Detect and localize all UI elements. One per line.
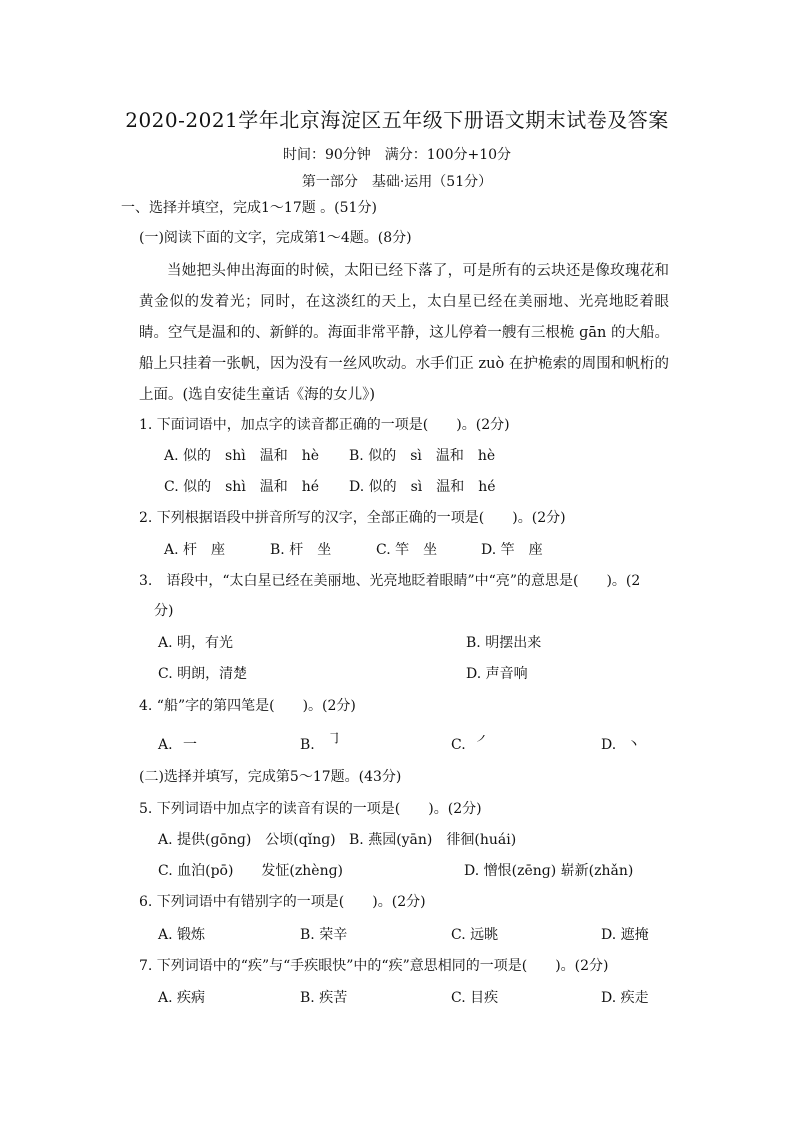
question-7-option-a[interactable]: A. 疾病 [158, 990, 206, 1006]
question-3-stem-continued: 分) [154, 603, 174, 619]
question-1-option-b[interactable]: B. 似的 sì 温和 hè [349, 448, 496, 464]
question-5-option-d[interactable]: D. 憎恨(zēnɡ) 崭新(zhǎn) [464, 863, 634, 879]
question-5-option-a[interactable]: A. 提供(ɡōnɡ) 公顷(qǐnɡ) [158, 832, 336, 848]
option-c-label: C. [451, 737, 466, 753]
option-a-label: A. [158, 737, 173, 753]
reading-passage: 当她把头伸出海面的时候，太阳已经下落了，可是所有的云块还是像玫瑰花和黄金似的发着光；同时，在这淡红的天上，太白星已经在美丽地、光亮地眨着眼睛。空气是温和的、新鲜的。海面非常平静，这儿停着一艘有三根桅 ɡān 的大船。船上只挂着一张帆，因为没有一丝风吹动。水手们正 zuò 在护桅索的周围和帆桁的上面。(选自安徒生童话《海的女儿》) [139, 263, 669, 403]
question-3-option-a[interactable]: A. 明，有光 [158, 635, 234, 651]
stroke-dian-glyph: 丶 [626, 737, 641, 753]
exam-time-score: 时间：90分钟 满分：100分+10分 [282, 147, 512, 163]
question-3-option-c[interactable]: C. 明朗，清楚 [158, 666, 248, 682]
question-3-option-d[interactable]: D. 声音响 [466, 666, 528, 682]
question-1-stem: 1. 下面词语中，加点字的读音都正确的一项是( )。(2分) [139, 417, 510, 433]
question-6-option-a[interactable]: A. 锻炼 [158, 927, 206, 943]
stroke-heng-glyph: 一 [183, 737, 198, 753]
question-4-option-d[interactable] [601, 735, 641, 755]
question-4-option-b[interactable] [300, 731, 342, 755]
option-d-label: D. [601, 737, 617, 753]
question-2-option-d[interactable]: D. 竿 座 [481, 542, 543, 558]
question-7-option-d[interactable]: D. 疾走 [601, 990, 649, 1006]
section-heading: 一、选择并填空，完成1～17题 。(51分) [121, 200, 377, 216]
question-1-option-a[interactable]: A. 似的 shì 温和 hè [164, 448, 319, 464]
question-5-option-b[interactable]: B. 燕园(yān) 徘徊(huái) [349, 832, 517, 848]
question-3-stem: 3. 语段中，“太白星已经在美丽地、光亮地眨着眼睛”中“亮”的意思是( )。(2 [139, 573, 641, 589]
question-6-stem: 6. 下列词语中有错别字的一项是( )。(2分) [139, 894, 426, 910]
question-6-option-b[interactable]: B. 荣辛 [300, 927, 348, 943]
question-2-option-b[interactable]: B. 杆 坐 [270, 542, 332, 558]
question-2-option-a[interactable]: A. 杆 座 [164, 542, 226, 558]
question-6-option-d[interactable]: D. 遮掩 [601, 927, 649, 943]
subsection-heading-2: (二)选择并填写，完成第5～17题。(43分) [139, 769, 402, 785]
question-6-option-c[interactable]: C. 远眺 [451, 927, 499, 943]
question-3-option-b[interactable]: B. 明摆出来 [466, 635, 542, 651]
question-7-option-c[interactable]: C. 目疾 [451, 990, 499, 1006]
subsection-heading-1: (一)阅读下面的文字，完成第1～4题。(8分) [139, 230, 412, 246]
question-5-option-c[interactable]: C. 血泊(pō) 发怔(zhènɡ) [158, 863, 344, 879]
question-1-option-c[interactable]: C. 似的 shì 温和 hé [164, 479, 320, 495]
option-b-label: B. [300, 737, 315, 753]
part-heading: 第一部分 基础·运用（51分） [301, 174, 493, 190]
stroke-hengzhe-glyph: ㇆ [327, 731, 342, 747]
question-7-option-b[interactable]: B. 疾苦 [300, 990, 348, 1006]
question-4-stem: 4. “船”字的第四笔是( )。(2分) [139, 698, 356, 714]
question-2-stem: 2. 下列根据语段中拼音所写的汉字，全部正确的一项是( )。(2分) [139, 510, 566, 526]
stroke-pie-glyph: ㇒ [476, 734, 491, 750]
question-4-option-a[interactable] [158, 735, 197, 755]
question-1-option-d[interactable]: D. 似的 sì 温和 hé [349, 479, 496, 495]
question-4-option-c[interactable] [451, 735, 490, 755]
page-title: 2020-2021学年北京海淀区五年级下册语文期末试卷及答案 [125, 108, 669, 132]
question-5-stem: 5. 下列词语中加点字的读音有误的一项是( )。(2分) [139, 801, 482, 817]
question-2-option-c[interactable]: C. 竿 坐 [376, 542, 438, 558]
question-7-stem: 7. 下列词语中的“疾”与“手疾眼快”中的“疾”意思相同的一项是( )。(2分) [139, 958, 609, 974]
